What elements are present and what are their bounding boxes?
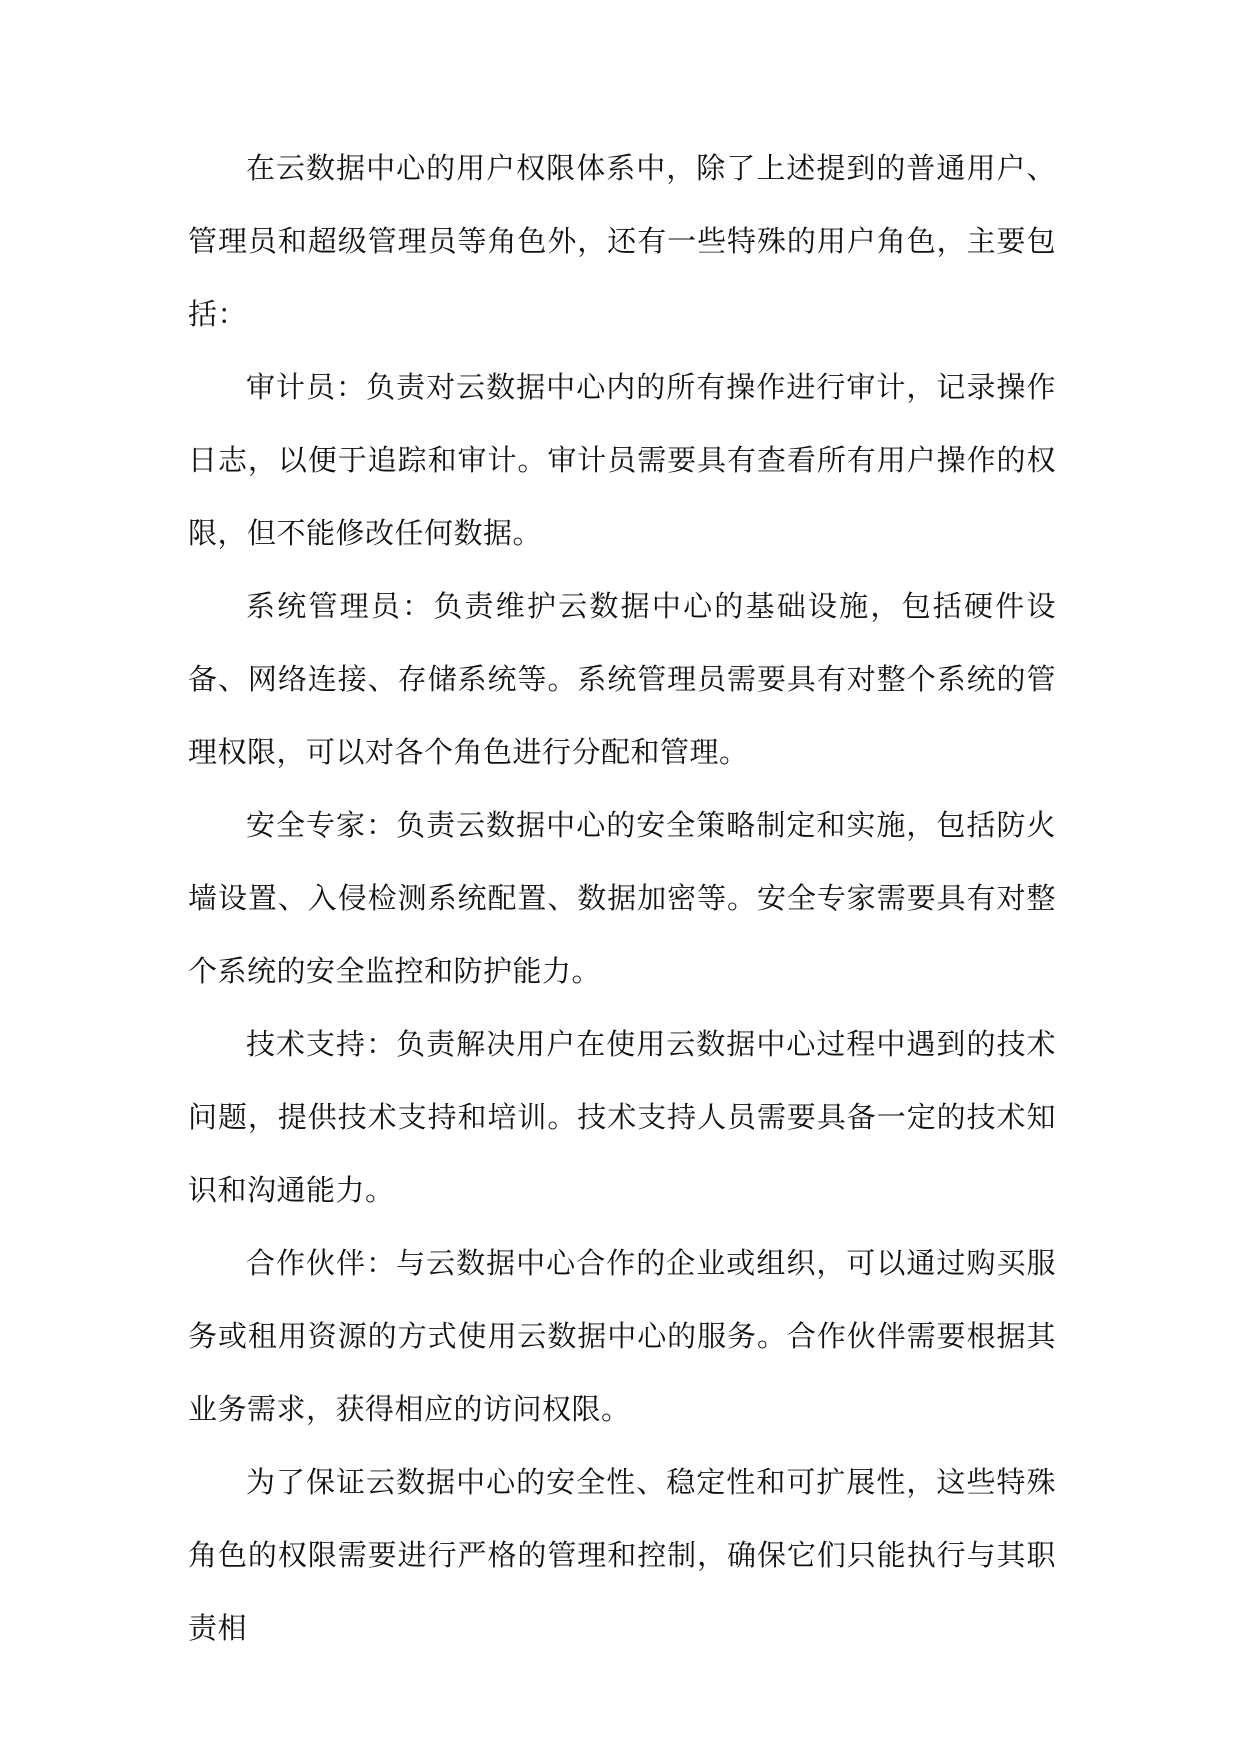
- paragraph-tech-support: 技术支持：负责解决用户在使用云数据中心过程中遇到的技术问题，提供技术支持和培训。技术支持人员需要具备一定的技术知识和沟通能力。: [188, 1027, 1056, 1207]
- paragraph-security-expert: 安全专家：负责云数据中心的安全策略制定和实施，包括防火墙设置、入侵检测系统配置、数据加密等。安全专家需要具有对整个系统的安全监控和防护能力。: [188, 808, 1056, 988]
- paragraph-conclusion: 为了保证云数据中心的安全性、稳定性和可扩展性，这些特殊角色的权限需要进行严格的管理和控制，确保它们只能执行与其职责相: [188, 1465, 1056, 1645]
- document-body: [188, 132, 1056, 1665]
- paragraph-auditor: 审计员：负责对云数据中心内的所有操作进行审计，记录操作日志，以便于追踪和审计。审计员需要具有查看所有用户操作的权限，但不能修改任何数据。: [188, 370, 1056, 550]
- paragraph-system-admin: 系统管理员：负责维护云数据中心的基础设施，包括硬件设备、网络连接、存储系统等。系统管理员需要具有对整个系统的管理权限，可以对各个角色进行分配和管理。: [188, 589, 1056, 769]
- paragraph-intro: 在云数据中心的用户权限体系中，除了上述提到的普通用户、管理员和超级管理员等角色外，还有一些特殊的用户角色，主要包括：: [188, 151, 1056, 331]
- paragraph-partner: 合作伙伴：与云数据中心合作的企业或组织，可以通过购买服务或租用资源的方式使用云数据中心的服务。合作伙伴需要根据其业务需求，获得相应的访问权限。: [188, 1246, 1056, 1426]
